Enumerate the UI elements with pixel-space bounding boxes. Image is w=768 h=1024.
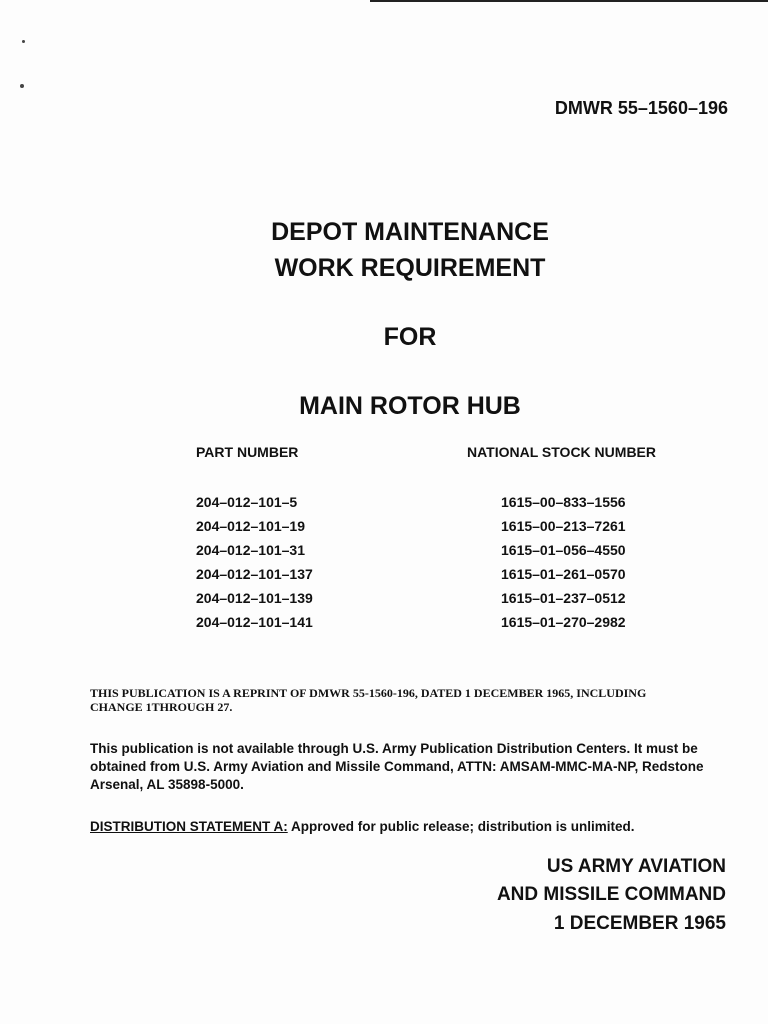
national-stock-number-item: 1615–00–213–7261 — [501, 518, 626, 534]
issue-date: 1 DECEMBER 1965 — [553, 913, 726, 934]
part-number-item: 204–012–101–139 — [196, 590, 313, 606]
national-stock-number-header: NATIONAL STOCK NUMBER — [467, 444, 656, 460]
national-stock-number-item: 1615–01–056–4550 — [501, 542, 626, 558]
part-number-item: 204–012–101–5 — [196, 494, 298, 510]
part-number-item: 204–012–101–31 — [196, 542, 306, 558]
national-stock-number-item: 1615–01–261–0570 — [501, 566, 626, 582]
scan-speck — [20, 84, 24, 88]
part-number-list — [196, 490, 313, 634]
title-for: FOR — [383, 323, 437, 351]
issuer-line-2: AND MISSILE COMMAND — [496, 884, 726, 905]
issuer-line-1: US ARMY AVIATION — [546, 856, 726, 877]
national-stock-number-list — [501, 490, 626, 634]
national-stock-number-item: 1615–01–237–0512 — [501, 590, 626, 606]
part-number-header: PART NUMBER — [196, 444, 299, 460]
national-stock-number-item: 1615–00–833–1556 — [501, 494, 626, 510]
title-subject: MAIN ROTOR HUB — [299, 392, 521, 420]
part-number-item: 204–012–101–137 — [196, 566, 313, 582]
distribution-statement — [90, 819, 635, 834]
availability-note: This publication is not available through U.S. Army Publication Distribution Centers. It must be obtained from U.S. Army Aviation and Missile Command, ATTN: AMSAM-MMC-MA-NP, Redstone Arsenal, AL 35898-5000. — [90, 741, 704, 792]
part-number-item: 204–012–101–141 — [196, 614, 313, 630]
title-line-2: WORK REQUIREMENT — [274, 254, 546, 282]
distribution-statement-label: DISTRIBUTION STATEMENT A: — [90, 819, 288, 834]
part-number-item: 204–012–101–19 — [196, 518, 306, 534]
document-number: DMWR 55–1560–196 — [554, 98, 728, 118]
distribution-statement-text: Approved for public release; distribution is unlimited. — [290, 819, 635, 834]
reprint-note: THIS PUBLICATION IS A REPRINT OF DMWR 55-1560-196, DATED 1 DECEMBER 1965, INCLUDING CHANGE 1THROUGH 27. — [90, 686, 647, 714]
top-border-line — [370, 0, 768, 2]
national-stock-number-item: 1615–01–270–2982 — [501, 614, 626, 630]
title-line-1: DEPOT MAINTENANCE — [271, 218, 549, 246]
scan-speck — [22, 40, 25, 43]
